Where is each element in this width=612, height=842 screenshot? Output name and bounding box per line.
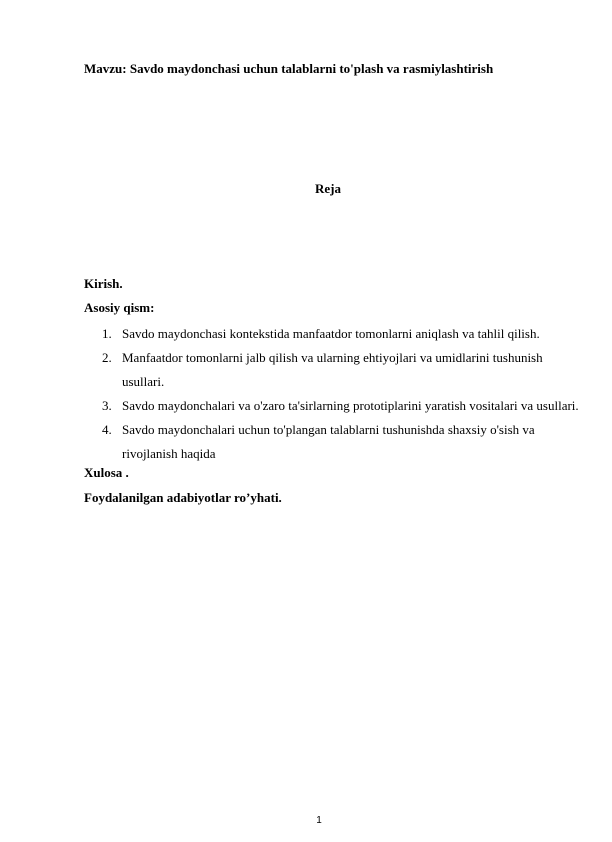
plan-item [102, 346, 582, 394]
plan-title: Reja [315, 181, 341, 196]
references-heading: Foydalanilgan adabiyotlar ro’yhati. [84, 490, 282, 505]
page-number: 1 [316, 815, 322, 826]
plan-item [102, 394, 582, 418]
plan-item-text: Savdo maydonchalari va o'zaro ta'sirlarning prototiplarini yaratish vositalari va usullari. [122, 398, 579, 413]
plan-item-text: Manfaatdor tomonlarni jalb qilish va ularning ehtiyojlari va umidlarini tushunish usullari. [122, 350, 543, 389]
main-part-heading: Asosiy qism: [84, 300, 155, 315]
plan-item-text: Savdo maydonchalari uchun to'plangan talablarni tushunishda shaxsiy o'sish va rivojlanish haqida [122, 422, 535, 461]
introduction-heading: Kirish. [84, 276, 123, 291]
plan-item-list [102, 322, 582, 466]
plan-item-number: 3. [102, 398, 112, 413]
document-topic: Mavzu: Savdo maydonchasi uchun talablarni to'plash va rasmiylashtirish [84, 61, 494, 76]
plan-item [102, 322, 582, 346]
plan-item [102, 418, 582, 466]
conclusion-heading: Xulosa . [84, 465, 129, 480]
plan-item-number: 2. [102, 350, 112, 365]
plan-item-number: 4. [102, 422, 112, 437]
plan-item-text: Savdo maydonchasi kontekstida manfaatdor tomonlarni aniqlash va tahlil qilish. [122, 326, 540, 341]
plan-item-number: 1. [102, 326, 112, 341]
